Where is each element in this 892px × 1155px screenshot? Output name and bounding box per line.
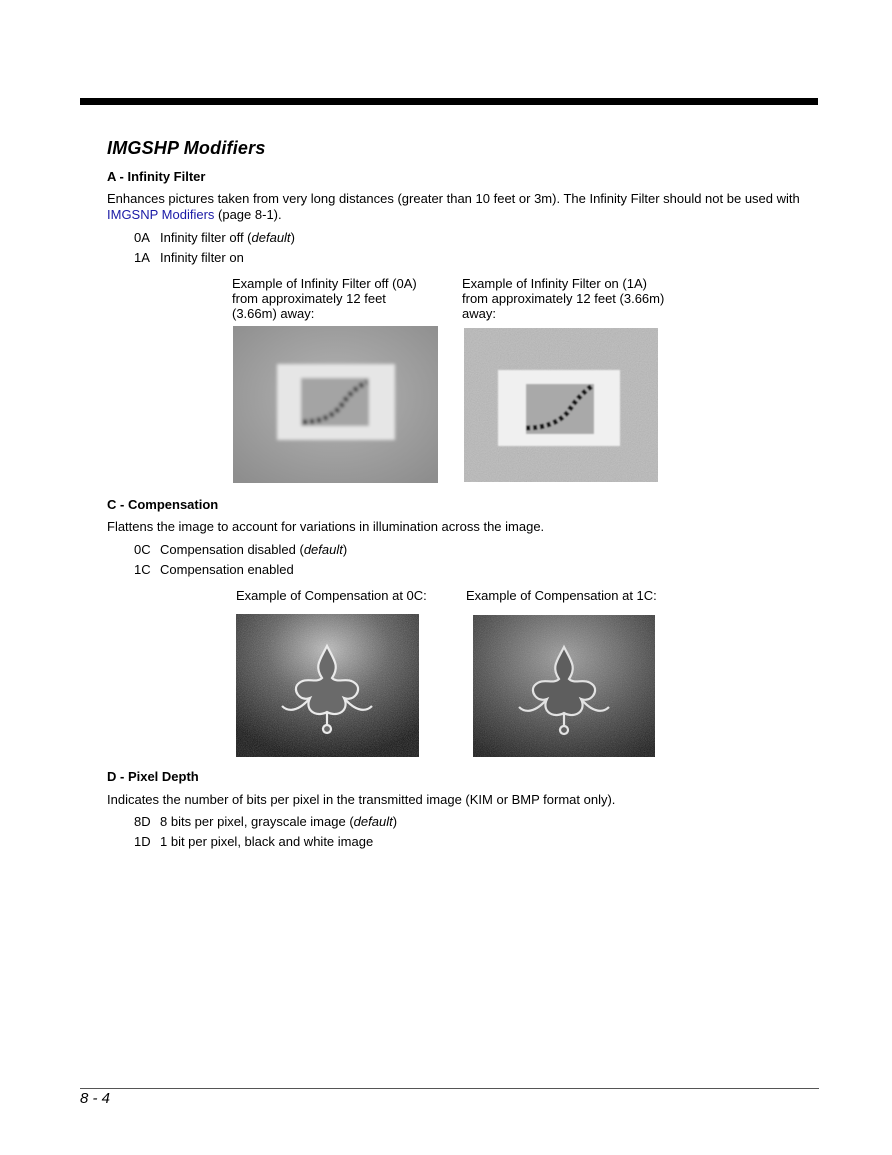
infinity-desc-text: Enhances pictures taken from very long distances (greater than 10 feet or 3m). The Infinity Filter should not be used with <box>107 191 800 206</box>
option-close: ) <box>290 230 295 245</box>
infinity-filter-heading: A - Infinity Filter <box>107 169 206 184</box>
option-label: Compensation enabled <box>160 562 294 577</box>
section-title: IMGSHP Modifiers <box>107 138 266 158</box>
caption-compensation-1c: Example of Compensation at 1C: <box>466 588 657 603</box>
option-1c <box>134 562 294 577</box>
option-close: ) <box>392 814 398 829</box>
option-0a <box>134 230 295 245</box>
compensation-description: Flattens the image to account for variations in illumination across the image. <box>107 519 545 534</box>
option-code: 8D <box>134 814 151 829</box>
option-default: default <box>303 542 343 557</box>
infinity-filter-description <box>107 191 827 223</box>
caption-line: Example of Infinity Filter on (1A) <box>462 276 647 291</box>
option-1d <box>134 834 373 849</box>
option-code: 1D <box>134 834 151 849</box>
option-label: 1 bit per pixel, black and white image <box>160 834 374 849</box>
option-label: Infinity filter on <box>160 250 244 265</box>
option-label: Compensation disabled ( <box>160 542 304 557</box>
compensation-1c-photo <box>473 615 655 757</box>
option-code: 0C <box>134 542 151 557</box>
option-close: ) <box>342 542 348 557</box>
option-default: default <box>353 814 393 829</box>
pixel-depth-description: Indicates the number of bits per pixel in the transmitted image (KIM or BMP format only). <box>107 792 616 807</box>
option-default: default <box>251 230 291 245</box>
caption-compensation-0c: Example of Compensation at 0C: <box>236 588 427 603</box>
imgsnp-modifiers-link[interactable]: IMGSNP Modifiers <box>107 207 215 222</box>
page-number: 8 - 4 <box>80 1090 111 1107</box>
option-code: 1C <box>134 562 151 577</box>
option-8d <box>134 814 397 829</box>
option-0c <box>134 542 347 557</box>
caption-line: from approximately 12 feet (3.66m) <box>462 291 665 306</box>
caption-line: (3.66m) away: <box>232 306 315 321</box>
option-label: 8 bits per pixel, grayscale image ( <box>160 814 354 829</box>
compensation-heading: C - Compensation <box>107 497 219 512</box>
pixel-depth-heading: D - Pixel Depth <box>107 769 199 784</box>
caption-line: away: <box>462 306 496 321</box>
infinity-on-photo <box>464 328 658 482</box>
option-label: Infinity filter off ( <box>160 230 252 245</box>
footer-rule <box>80 1088 819 1089</box>
caption-infinity-off <box>232 276 417 321</box>
caption-infinity-on <box>462 276 664 321</box>
option-1a <box>134 250 244 265</box>
infinity-off-photo <box>233 326 438 483</box>
header-rule <box>80 98 818 105</box>
option-code: 1A <box>134 250 150 265</box>
caption-line: Example of Infinity Filter off (0A) <box>232 276 417 291</box>
infinity-desc-text-end: (page 8-1). <box>214 207 282 222</box>
compensation-0c-photo <box>236 614 419 757</box>
option-code: 0A <box>134 230 150 245</box>
caption-line: from approximately 12 feet <box>232 291 386 306</box>
